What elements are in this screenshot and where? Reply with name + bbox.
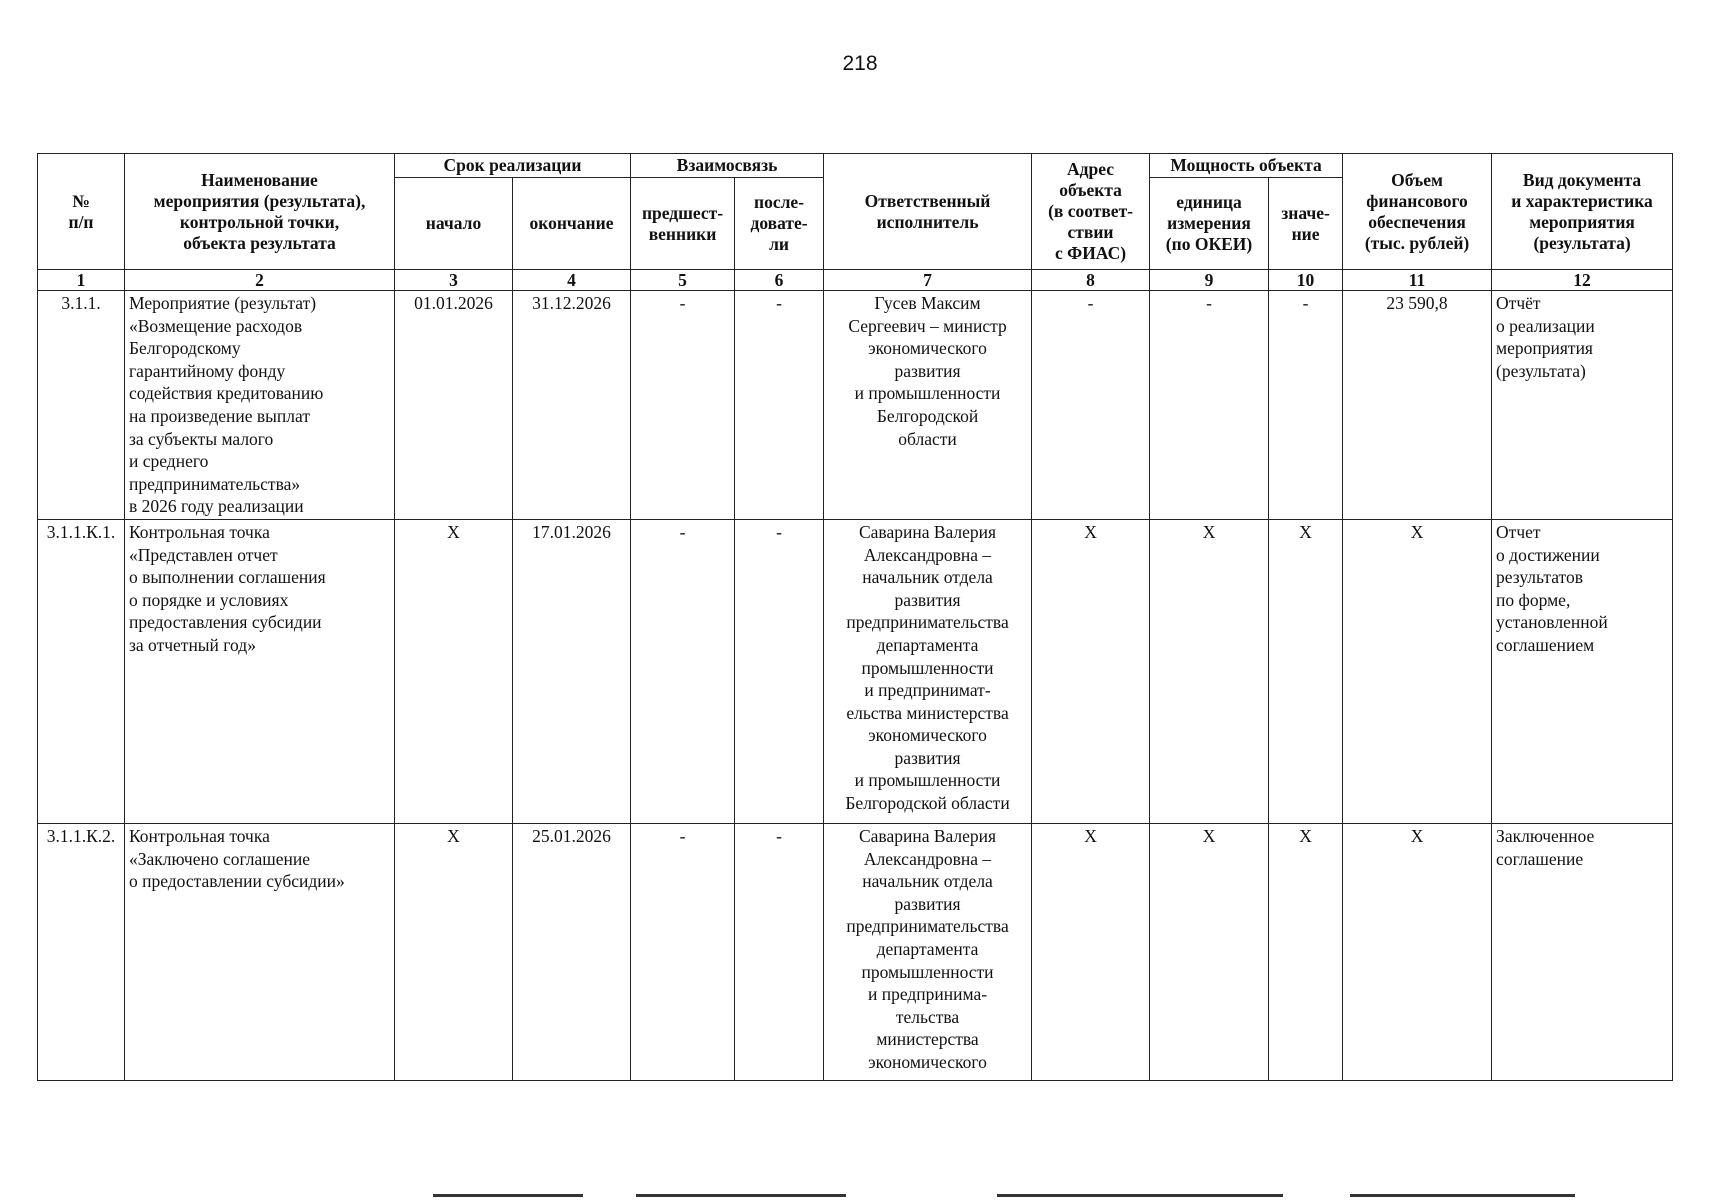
header-period-group: Срок реализации bbox=[395, 154, 631, 178]
column-number: 4 bbox=[513, 270, 631, 291]
table-row bbox=[38, 823, 1673, 1080]
header-address: Адрес объекта (в соответ- ствии с ФИАС) bbox=[1032, 154, 1150, 270]
header-doc: Вид документа и характеристика мероприятия (результата) bbox=[1492, 154, 1673, 270]
header-link-group: Взаимосвязь bbox=[631, 154, 824, 178]
row-responsible: Саварина Валерия Александровна – начальник отдела развития предпринимательства департамента промышленности и предпринима- тельства министерства экономического bbox=[824, 823, 1032, 1080]
header-capacity-group: Мощность объекта bbox=[1150, 154, 1343, 178]
header-responsible: Ответственный исполнитель bbox=[824, 154, 1032, 270]
header-pred: предшест- венники bbox=[631, 178, 735, 270]
scan-artifact-line bbox=[636, 1194, 846, 1197]
row-name: Мероприятие (результат) «Возмещение расходов Белгородскому гарантийному фонду содействия кредитованию на произведение выплат за субъекты малого и среднего предпринимательства» в 2026 году реализации bbox=[125, 291, 395, 520]
row-unit: Х bbox=[1150, 823, 1269, 1080]
implementation-plan-table bbox=[37, 153, 1673, 1081]
column-number: 3 bbox=[395, 270, 513, 291]
page-number: 218 bbox=[842, 52, 878, 75]
column-number-row bbox=[38, 270, 1673, 291]
row-pred: - bbox=[631, 823, 735, 1080]
row-doc: Отчет о достижении результатов по форме, установленной соглашением bbox=[1492, 519, 1673, 823]
row-name: Контрольная точка «Представлен отчет о выполнении соглашения о порядке и условиях предоставления субсидии за отчетный год» bbox=[125, 519, 395, 823]
row-unit: - bbox=[1150, 291, 1269, 520]
row-end: 31.12.2026 bbox=[513, 291, 631, 520]
scan-artifact-line bbox=[997, 1194, 1283, 1197]
row-start: 01.01.2026 bbox=[395, 291, 513, 520]
header-start: начало bbox=[395, 178, 513, 270]
row-num: 3.1.1. bbox=[38, 291, 125, 520]
header-end: окончание bbox=[513, 178, 631, 270]
row-finance: 23 590,8 bbox=[1343, 291, 1492, 520]
row-finance: Х bbox=[1343, 823, 1492, 1080]
header-value: значе- ние bbox=[1269, 178, 1343, 270]
column-number: 9 bbox=[1150, 270, 1269, 291]
column-number: 5 bbox=[631, 270, 735, 291]
column-number: 6 bbox=[735, 270, 824, 291]
header-unit: единица измерения (по ОКЕИ) bbox=[1150, 178, 1269, 270]
row-doc: Заключенное соглашение bbox=[1492, 823, 1673, 1080]
column-number: 12 bbox=[1492, 270, 1673, 291]
row-pred: - bbox=[631, 291, 735, 520]
row-start: Х bbox=[395, 519, 513, 823]
row-value: Х bbox=[1269, 823, 1343, 1080]
column-number: 7 bbox=[824, 270, 1032, 291]
row-end: 25.01.2026 bbox=[513, 823, 631, 1080]
row-start: Х bbox=[395, 823, 513, 1080]
column-number: 11 bbox=[1343, 270, 1492, 291]
table-row bbox=[38, 291, 1673, 520]
row-address: Х bbox=[1032, 823, 1150, 1080]
column-number: 8 bbox=[1032, 270, 1150, 291]
row-num: 3.1.1.К.2. bbox=[38, 823, 125, 1080]
row-value: Х bbox=[1269, 519, 1343, 823]
scan-artifact-line bbox=[433, 1194, 583, 1197]
header-name: Наименование мероприятия (результата), контрольной точки, объекта результата bbox=[125, 154, 395, 270]
row-pred: - bbox=[631, 519, 735, 823]
row-succ: - bbox=[735, 519, 824, 823]
row-succ: - bbox=[735, 291, 824, 520]
scan-artifact-line bbox=[1350, 1194, 1575, 1197]
row-unit: Х bbox=[1150, 519, 1269, 823]
row-finance: Х bbox=[1343, 519, 1492, 823]
row-responsible: Гусев Максим Сергеевич – министр экономического развития и промышленности Белгородской области bbox=[824, 291, 1032, 520]
row-succ: - bbox=[735, 823, 824, 1080]
row-name: Контрольная точка «Заключено соглашение о предоставлении субсидии» bbox=[125, 823, 395, 1080]
column-number: 2 bbox=[125, 270, 395, 291]
table-row bbox=[38, 519, 1673, 823]
header-succ: после- довате- ли bbox=[735, 178, 824, 270]
header-finance: Объем финансового обеспечения (тыс. рублей) bbox=[1343, 154, 1492, 270]
row-doc: Отчёт о реализации мероприятия (результата) bbox=[1492, 291, 1673, 520]
header-num: № п/п bbox=[38, 154, 125, 270]
column-number: 10 bbox=[1269, 270, 1343, 291]
row-address: Х bbox=[1032, 519, 1150, 823]
row-num: 3.1.1.К.1. bbox=[38, 519, 125, 823]
row-address: - bbox=[1032, 291, 1150, 520]
row-value: - bbox=[1269, 291, 1343, 520]
row-responsible: Саварина Валерия Александровна – начальник отдела развития предпринимательства департамента промышленности и предпринимат- ельства министерства экономического развития и промышленности Белгородской области bbox=[824, 519, 1032, 823]
row-end: 17.01.2026 bbox=[513, 519, 631, 823]
column-number: 1 bbox=[38, 270, 125, 291]
